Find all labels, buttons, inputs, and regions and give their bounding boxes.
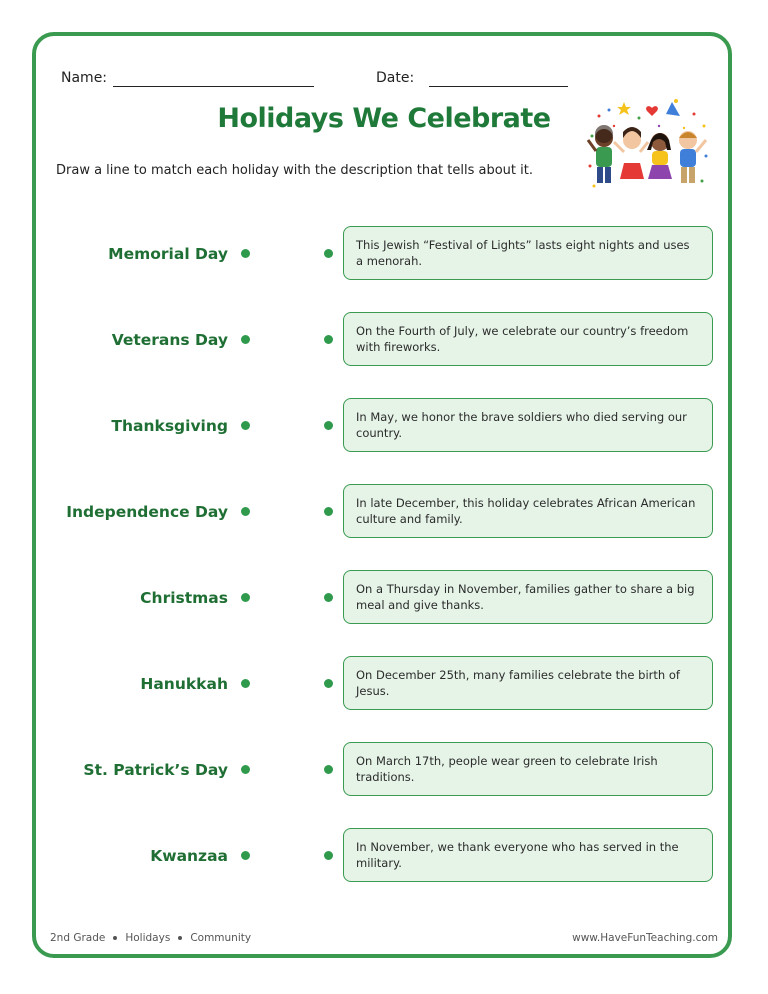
holiday-dot[interactable]	[241, 679, 250, 688]
footer-website[interactable]: www.HaveFunTeaching.com	[572, 932, 718, 944]
footer-tag-topic: Community	[190, 932, 252, 944]
footer-tag-subject: Holidays	[125, 932, 171, 944]
description-dot[interactable]	[324, 851, 333, 860]
holiday-dot[interactable]	[241, 765, 250, 774]
footer-tag-grade: 2nd Grade	[50, 932, 106, 944]
worksheet-title: Holidays We Celebrate	[217, 103, 551, 134]
holiday-label: Christmas	[140, 589, 228, 607]
holiday-label: Kwanzaa	[150, 847, 228, 865]
description-box: In May, we honor the brave soldiers who died serving our country.	[343, 398, 713, 452]
holiday-dot[interactable]	[241, 851, 250, 860]
description-dot[interactable]	[324, 679, 333, 688]
description-dot[interactable]	[324, 249, 333, 258]
instructions: Draw a line to match each holiday with the description that tells about it.	[56, 163, 533, 178]
match-row	[0, 570, 768, 626]
match-row	[0, 226, 768, 282]
description-box: On March 17th, people wear green to celebrate Irish traditions.	[343, 742, 713, 796]
holiday-dot[interactable]	[241, 421, 250, 430]
bullet-icon	[113, 936, 117, 940]
description-box: In late December, this holiday celebrates African American culture and family.	[343, 484, 713, 538]
holiday-label: St. Patrick’s Day	[83, 761, 228, 779]
match-row	[0, 656, 768, 712]
match-row	[0, 484, 768, 540]
holiday-label: Hanukkah	[140, 675, 228, 693]
description-dot[interactable]	[324, 335, 333, 344]
date-label: Date:	[376, 70, 415, 86]
holiday-label: Memorial Day	[108, 245, 228, 263]
celebrating-children-illustration	[584, 96, 714, 196]
holiday-dot[interactable]	[241, 335, 250, 344]
description-dot[interactable]	[324, 593, 333, 602]
holiday-dot[interactable]	[241, 507, 250, 516]
name-line	[113, 86, 314, 87]
match-row	[0, 828, 768, 884]
footer-tags	[50, 932, 251, 944]
description-box: On December 25th, many families celebrate the birth of Jesus.	[343, 656, 713, 710]
holiday-label: Veterans Day	[111, 331, 228, 349]
holiday-dot[interactable]	[241, 593, 250, 602]
description-box: On a Thursday in November, families gather to share a big meal and give thanks.	[343, 570, 713, 624]
holiday-dot[interactable]	[241, 249, 250, 258]
description-box: On the Fourth of July, we celebrate our country’s freedom with fireworks.	[343, 312, 713, 366]
match-row	[0, 398, 768, 454]
description-dot[interactable]	[324, 507, 333, 516]
name-label: Name:	[61, 70, 108, 86]
holiday-label: Independence Day	[66, 503, 228, 521]
description-dot[interactable]	[324, 765, 333, 774]
bullet-icon	[178, 936, 182, 940]
description-box: In November, we thank everyone who has served in the military.	[343, 828, 713, 882]
match-row	[0, 312, 768, 368]
date-line	[429, 86, 568, 87]
description-box: This Jewish “Festival of Lights” lasts eight nights and uses a menorah.	[343, 226, 713, 280]
match-row	[0, 742, 768, 798]
description-dot[interactable]	[324, 421, 333, 430]
holiday-label: Thanksgiving	[111, 417, 228, 435]
